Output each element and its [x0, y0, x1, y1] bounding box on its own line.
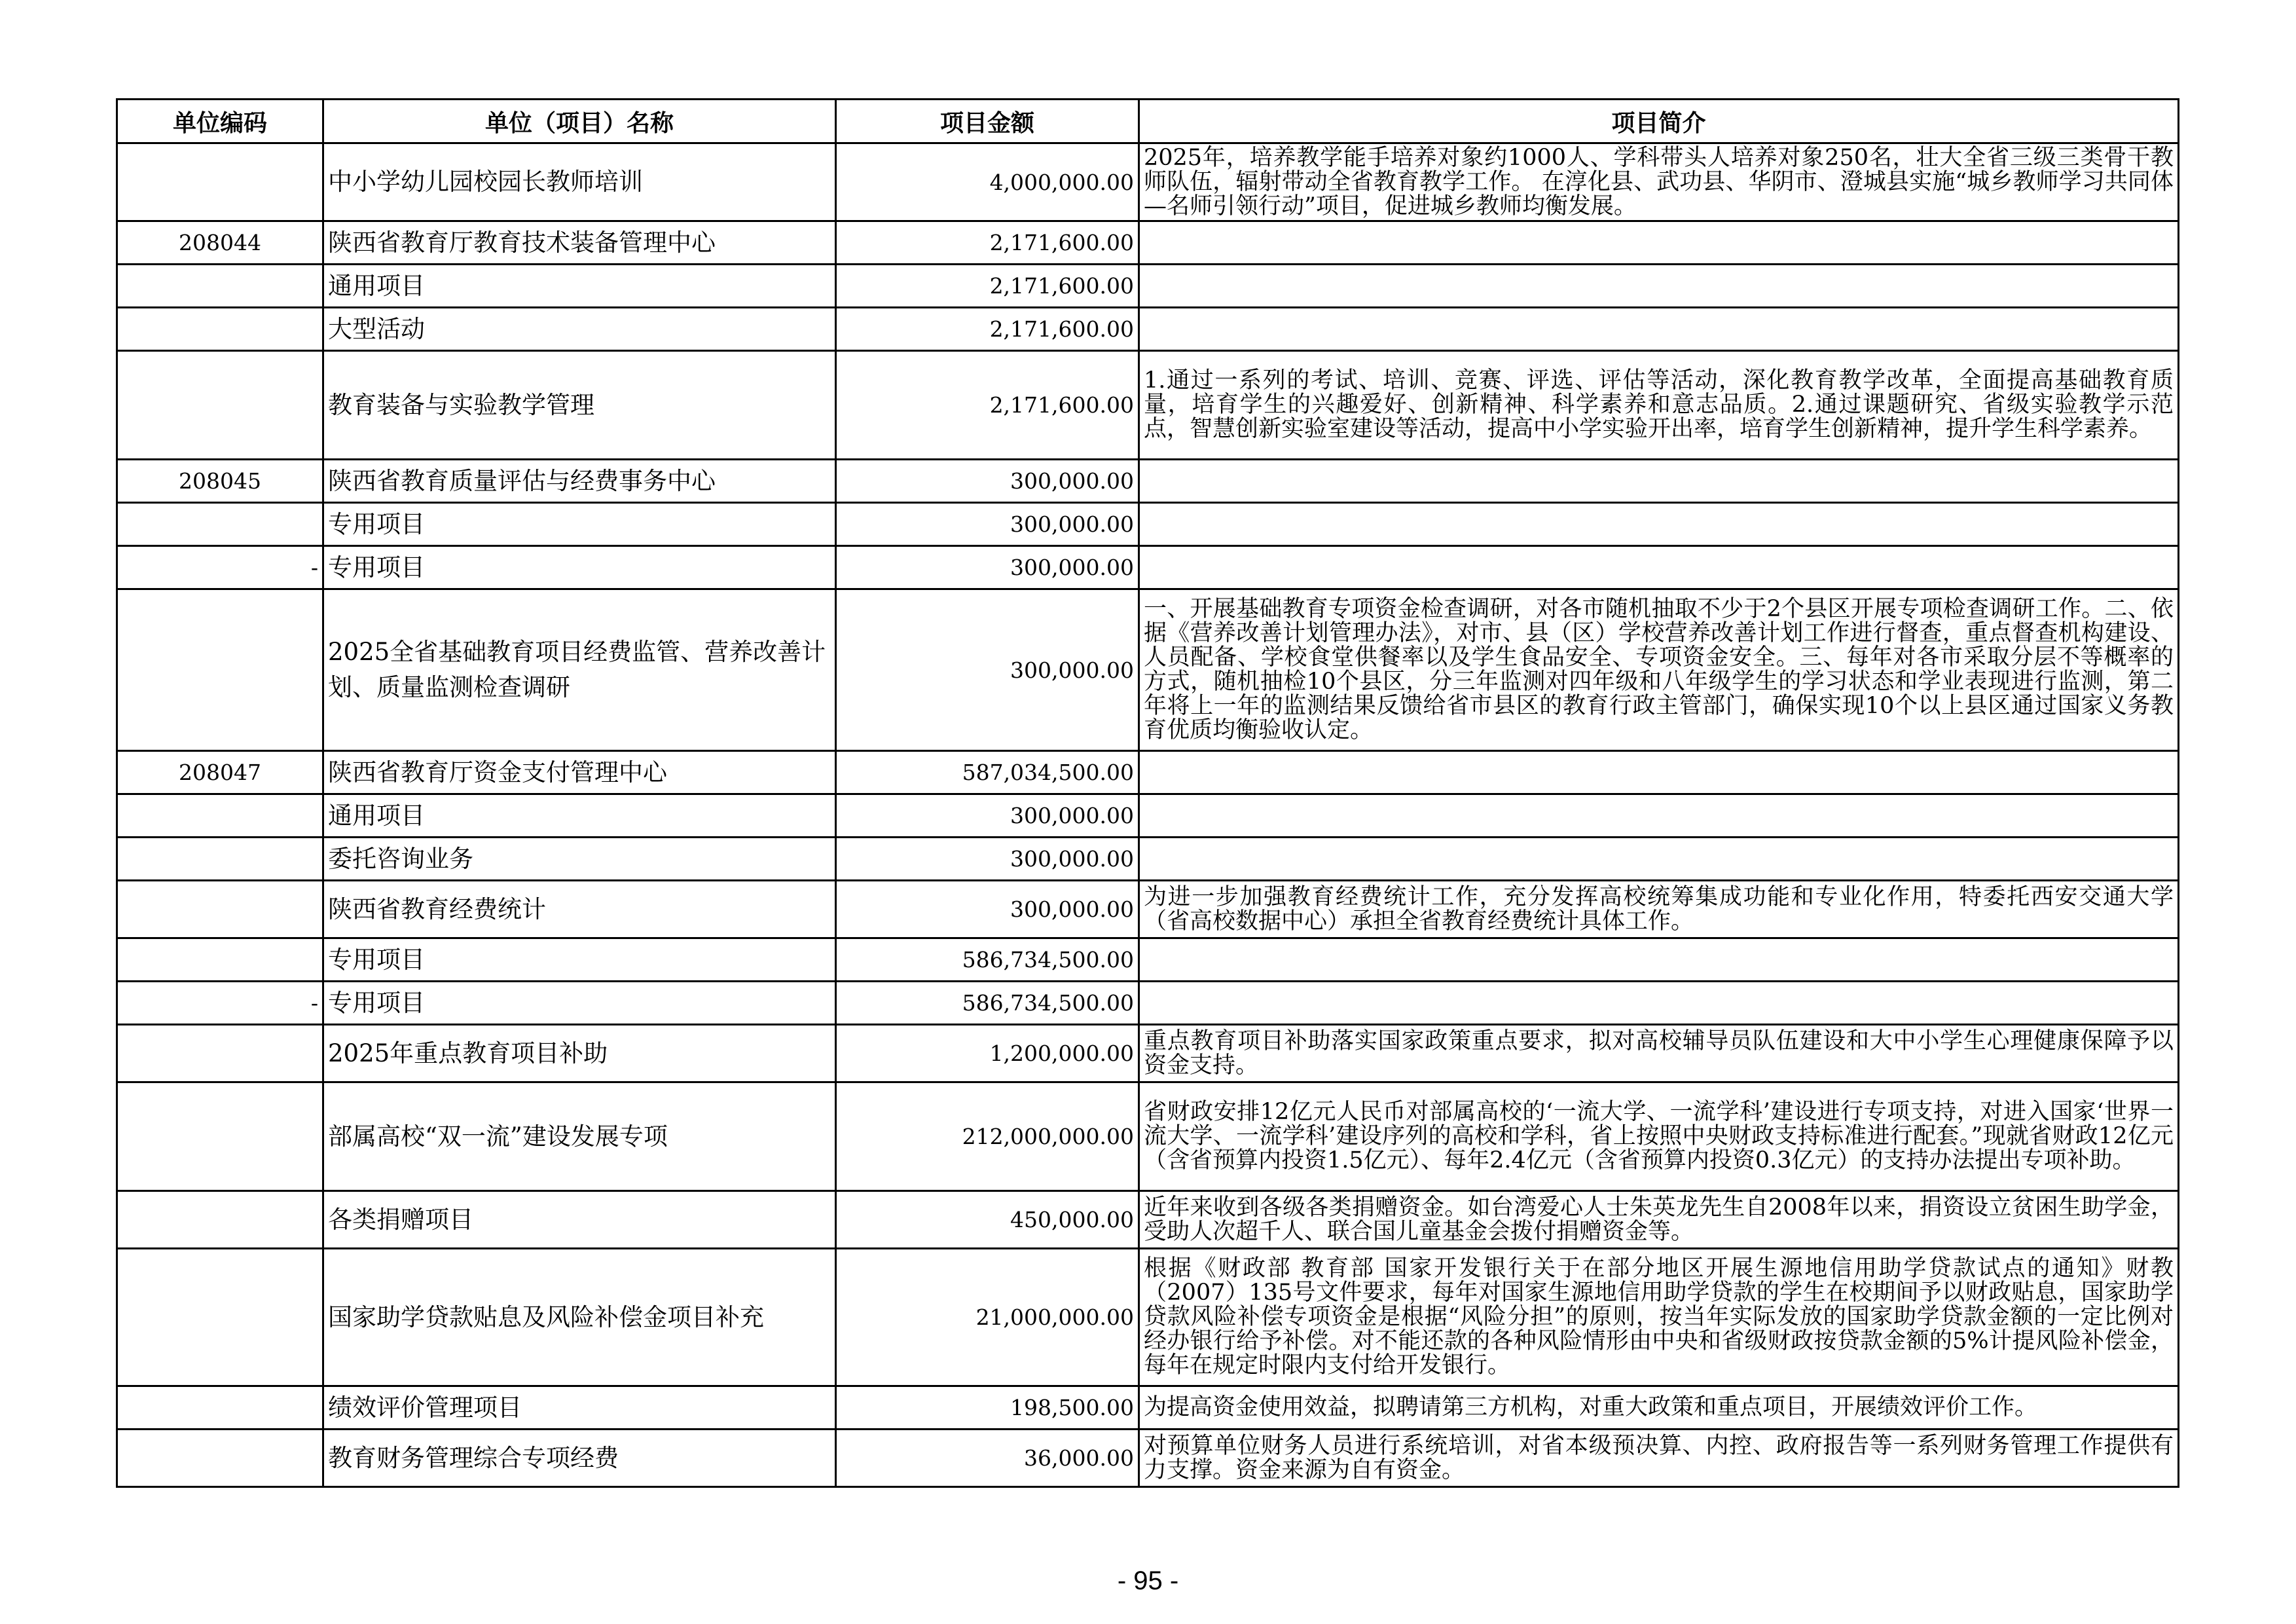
table-header-row: [117, 100, 2179, 143]
unit-name: 2025年重点教育项目补助: [323, 1025, 836, 1082]
unit-name: 通用项目: [323, 265, 836, 308]
description: [1139, 751, 2179, 794]
unit-code: [117, 1430, 323, 1487]
unit-name: 通用项目: [323, 794, 836, 838]
unit-code: -: [117, 982, 323, 1025]
unit-name: 中小学幼儿园校园长教师培训: [323, 143, 836, 221]
amount: 198,500.00: [836, 1386, 1139, 1430]
description: 近年来收到各级各类捐赠资金。如台湾爱心人士朱英龙先生自2008年以来，捐资设立贫困生助学金，受助人次超千人、联合国儿童基金会拨付捐赠资金等。: [1139, 1191, 2179, 1249]
unit-name: 专用项目: [323, 503, 836, 546]
description: 重点教育项目补助落实国家政策重点要求，拟对高校辅导员队伍建设和大中小学生心理健康保障予以资金支持。: [1139, 1025, 2179, 1082]
amount: 300,000.00: [836, 589, 1139, 751]
amount: 2,171,600.00: [836, 221, 1139, 265]
amount: 300,000.00: [836, 838, 1139, 881]
unit-code: [117, 838, 323, 881]
header-unit-name: 单位（项目）名称: [323, 100, 836, 143]
amount: 2,171,600.00: [836, 308, 1139, 351]
description: [1139, 982, 2179, 1025]
table-row: [117, 1249, 2179, 1386]
description: [1139, 938, 2179, 982]
amount: 587,034,500.00: [836, 751, 1139, 794]
description: [1139, 221, 2179, 265]
unit-name: 教育财务管理综合专项经费: [323, 1430, 836, 1487]
unit-name: 陕西省教育经费统计: [323, 881, 836, 938]
amount: 450,000.00: [836, 1191, 1139, 1249]
table-row: [117, 1025, 2179, 1082]
unit-name: 专用项目: [323, 938, 836, 982]
header-unit-code: 单位编码: [117, 100, 323, 143]
unit-code: [117, 265, 323, 308]
unit-code: [117, 1386, 323, 1430]
header-amount: 项目金额: [836, 100, 1139, 143]
table-row: [117, 308, 2179, 351]
description: 为进一步加强教育经费统计工作，充分发挥高校统筹集成功能和专业化作用，特委托西安交通大学（省高校数据中心）承担全省教育经费统计具体工作。: [1139, 881, 2179, 938]
table-row: [117, 1430, 2179, 1487]
unit-name: 大型活动: [323, 308, 836, 351]
unit-code: [117, 881, 323, 938]
description: [1139, 308, 2179, 351]
unit-code: [117, 143, 323, 221]
table-row: [117, 1386, 2179, 1430]
description: 省财政安排12亿元人民币对部属高校的‘一流大学、一流学科’建设进行专项支持，对进入国家‘世界一流大学、一流学科’建设序列的高校和学科，省上按照中央财政支持标准进行配套。”现就省财政12亿元（含省预算内投资1.5亿元）、每年2.4亿元（含省预算内投资0.3亿元）的支持办法提出专项补助。: [1139, 1082, 2179, 1191]
unit-code: [117, 503, 323, 546]
description: 根据《财政部 教育部 国家开发银行关于在部分地区开展生源地信用助学贷款试点的通知》财教（2007）135号文件要求，每年对国家生源地信用助学贷款的学生在校期间予以财政贴息，国家助学贷款风险补偿专项资金是根据“风险分担”的原则，按当年实际发放的国家助学贷款金额的一定比例对经办银行给予补偿。对不能还款的各种风险情形由中央和省级财政按贷款金额的5%计提风险补偿金，每年在规定时限内支付给开发银行。: [1139, 1249, 2179, 1386]
unit-name: 陕西省教育质量评估与经费事务中心: [323, 460, 836, 503]
unit-name: 绩效评价管理项目: [323, 1386, 836, 1430]
description: [1139, 546, 2179, 589]
amount: 4,000,000.00: [836, 143, 1139, 221]
unit-name: 陕西省教育厅资金支付管理中心: [323, 751, 836, 794]
unit-code: [117, 1191, 323, 1249]
unit-name: 部属高校“双一流”建设发展专项: [323, 1082, 836, 1191]
table-row: [117, 460, 2179, 503]
unit-code: [117, 794, 323, 838]
table-row: [117, 143, 2179, 221]
description: [1139, 265, 2179, 308]
unit-code: [117, 1082, 323, 1191]
description: [1139, 460, 2179, 503]
unit-code: 208044: [117, 221, 323, 265]
table-row: [117, 751, 2179, 794]
table-row: [117, 1191, 2179, 1249]
amount: 300,000.00: [836, 794, 1139, 838]
table-row: [117, 351, 2179, 460]
unit-code: 208045: [117, 460, 323, 503]
amount: 2,171,600.00: [836, 351, 1139, 460]
amount: 1,200,000.00: [836, 1025, 1139, 1082]
amount: 21,000,000.00: [836, 1249, 1139, 1386]
table-row: [117, 265, 2179, 308]
table-row: [117, 503, 2179, 546]
description: 对预算单位财务人员进行系统培训，对省本级预决算、内控、政府报告等一系列财务管理工作提供有力支撑。资金来源为自有资金。: [1139, 1430, 2179, 1487]
unit-code: [117, 589, 323, 751]
unit-code: [117, 938, 323, 982]
amount: 586,734,500.00: [836, 938, 1139, 982]
description: 为提高资金使用效益，拟聘请第三方机构，对重大政策和重点项目，开展绩效评价工作。: [1139, 1386, 2179, 1430]
table-row: [117, 1082, 2179, 1191]
unit-code: [117, 1025, 323, 1082]
table-row: [117, 546, 2179, 589]
budget-table: [116, 98, 2179, 1488]
amount: 300,000.00: [836, 460, 1139, 503]
unit-name: 教育装备与实验教学管理: [323, 351, 836, 460]
description: 2025年，培养教学能手培养对象约1000人、学科带头人培养对象250名，壮大全省三级三类骨干教师队伍，辐射带动全省教育教学工作。 在淳化县、武功县、华阴市、澄城县实施“城乡教师学习共同体—名师引领行动”项目，促进城乡教师均衡发展。: [1139, 143, 2179, 221]
amount: 2,171,600.00: [836, 265, 1139, 308]
description: [1139, 838, 2179, 881]
table-row: [117, 982, 2179, 1025]
unit-code: -: [117, 546, 323, 589]
unit-name: 专用项目: [323, 546, 836, 589]
table-row: [117, 589, 2179, 751]
description: [1139, 794, 2179, 838]
unit-code: [117, 351, 323, 460]
header-description: 项目简介: [1139, 100, 2179, 143]
amount: 300,000.00: [836, 546, 1139, 589]
unit-name: 委托咨询业务: [323, 838, 836, 881]
table-row: [117, 838, 2179, 881]
table-row: [117, 794, 2179, 838]
description: [1139, 503, 2179, 546]
description: 一、开展基础教育专项资金检查调研，对各市随机抽取不少于2个县区开展专项检查调研工作。二、依据《营养改善计划管理办法》，对市、县（区）学校营养改善计划工作进行督查，重点督查机构建设、人员配备、学校食堂供餐率以及学生食品安全、专项资金安全。三、每年对各市采取分层不等概率的方式，随机抽检10个县区，分三年监测对四年级和八年级学生的学习状态和学业表现进行监测，第二年将上一年的监测结果反馈给省市县区的教育行政主管部门，确保实现10个以上县区通过国家义务教育优质均衡验收认定。: [1139, 589, 2179, 751]
unit-name: 各类捐赠项目: [323, 1191, 836, 1249]
amount: 300,000.00: [836, 881, 1139, 938]
unit-code: 208047: [117, 751, 323, 794]
amount: 300,000.00: [836, 503, 1139, 546]
amount: 212,000,000.00: [836, 1082, 1139, 1191]
table-row: [117, 938, 2179, 982]
table-row: [117, 221, 2179, 265]
unit-code: [117, 1249, 323, 1386]
unit-name: 2025全省基础教育项目经费监管、营养改善计划、质量监测检查调研: [323, 589, 836, 751]
unit-name: 国家助学贷款贴息及风险补偿金项目补充: [323, 1249, 836, 1386]
table-row: [117, 881, 2179, 938]
description: 1.通过一系列的考试、培训、竞赛、评选、评估等活动，深化教育教学改革，全面提高基础教育质量，培育学生的兴趣爱好、创新精神、科学素养和意志品质。2.通过课题研究、省级实验教学示范点，智慧创新实验室建设等活动，提高中小学实验开出率，培育学生创新精神，提升学生科学素养。: [1139, 351, 2179, 460]
amount: 36,000.00: [836, 1430, 1139, 1487]
unit-code: [117, 308, 323, 351]
unit-name: 专用项目: [323, 982, 836, 1025]
amount: 586,734,500.00: [836, 982, 1139, 1025]
unit-name: 陕西省教育厅教育技术装备管理中心: [323, 221, 836, 265]
page-number: - 95 -: [1117, 1566, 1179, 1595]
